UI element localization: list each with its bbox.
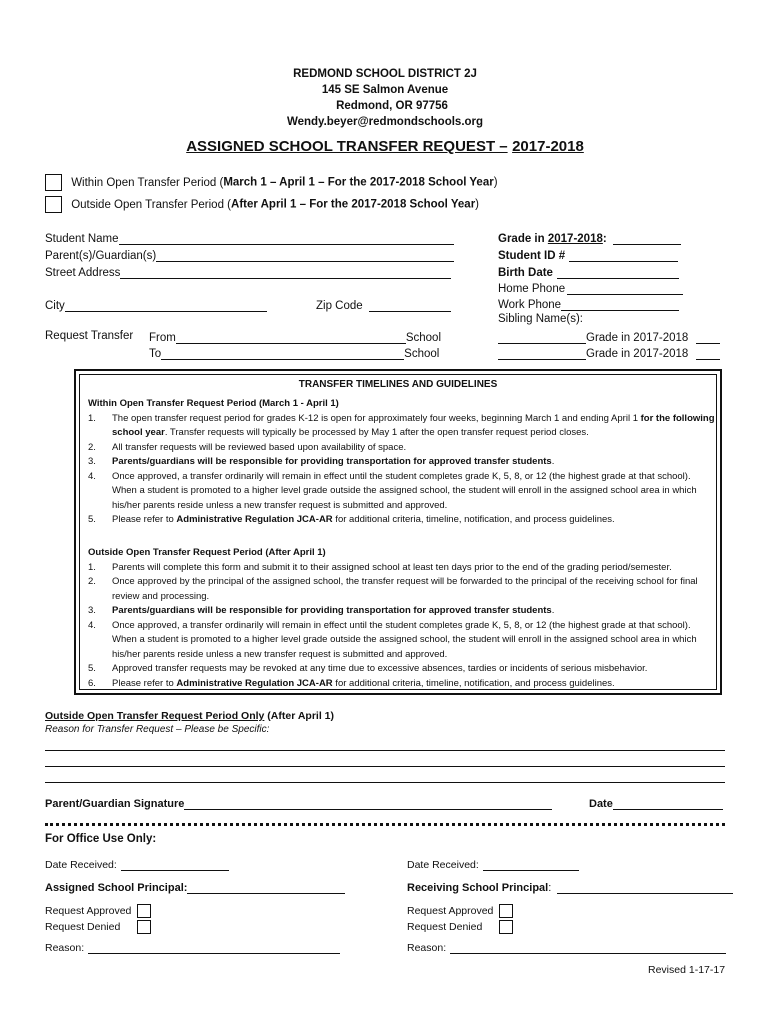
sibling-2-name-field[interactable]: [498, 346, 586, 360]
district-street: 145 SE Salmon Avenue: [321, 84, 449, 96]
home-phone-label: Home Phone: [498, 283, 566, 295]
student-name-label: Student Name: [45, 233, 119, 245]
parents-field[interactable]: [156, 248, 454, 262]
grade-row: [498, 231, 681, 245]
sibling-2-grade-field[interactable]: [696, 346, 720, 360]
item-bold: Parents/guardians will be responsible for providing transportation for approved transfer students: [112, 456, 552, 467]
city-row: [45, 298, 267, 312]
parents-label: Parent(s)/Guardian(s): [45, 250, 157, 262]
within-section: [88, 397, 716, 528]
grade-label: Grade in: [498, 233, 548, 245]
zip-field[interactable]: [369, 298, 451, 312]
within-item: [88, 441, 716, 456]
item-rest: for additional criteria, timeline, notification, and process guidelines.: [332, 514, 615, 525]
item-rest: .: [551, 605, 555, 616]
item-rest: . Transfer requests will typically be processed by May 1 after the open transfer request period closes.: [164, 427, 589, 438]
item-number: 3.: [88, 605, 96, 616]
form-title: [0, 138, 770, 156]
office-heading: For Office Use Only:: [45, 833, 157, 845]
receiving-denied-label: Request Denied: [407, 920, 483, 933]
item-number: 1.: [88, 412, 96, 424]
item-text: Parents will complete this form and submit it to their assigned school at least ten days prior to the end of the grading period/semester.: [112, 561, 672, 573]
within-period-checkbox[interactable]: [45, 174, 62, 191]
city-field[interactable]: [65, 298, 267, 312]
option-outside-period: [45, 196, 479, 213]
sibling-label: Sibling Name(s):: [498, 313, 583, 325]
title-year: 2017-2018: [512, 138, 584, 155]
outside-section: [88, 546, 716, 691]
item-text: Once approved, a transfer ordinarily will remain in effect until the student completes grade K, 5, 8, or 12 (the highest grade at that school). When a student is promoted to a higher level grade outside the assigned school, the student will enroll in the assigned school area in which his/her parents reside unless a new transfer request is submitted and approved.: [112, 470, 697, 511]
city-label: City: [45, 300, 65, 312]
outside-item: [88, 619, 716, 663]
item-text: All transfer requests will be reviewed based upon availability of space.: [112, 441, 407, 453]
guidelines-heading: TRANSFER TIMELINES AND GUIDELINES: [298, 379, 498, 390]
receiving-denied-checkbox[interactable]: [499, 920, 513, 934]
assigned-denied-label: Request Denied: [45, 920, 121, 933]
outside-item: [88, 604, 716, 619]
sibling-1-name-field[interactable]: [498, 330, 586, 344]
signature-row: [45, 797, 552, 810]
header-block: [0, 66, 770, 130]
date-received-right-label: Date Received:: [407, 859, 479, 871]
within-list: [88, 412, 716, 528]
sibling-row-2: [498, 346, 720, 360]
work-phone-field[interactable]: [561, 297, 679, 311]
item-number: 3.: [88, 456, 96, 467]
assigned-approved-checkbox[interactable]: [137, 904, 151, 918]
sibling-row-1: [498, 330, 720, 344]
outside-period-checkbox[interactable]: [45, 196, 62, 213]
receiving-approved-label: Request Approved: [407, 904, 494, 917]
assigned-principal-field[interactable]: [187, 881, 345, 894]
item-number: 2.: [88, 441, 96, 453]
home-phone-field[interactable]: [567, 281, 683, 295]
from-school-label: School: [405, 332, 442, 344]
sibling-2-grade-label: Grade in 2017-2018: [586, 348, 689, 360]
from-label: From: [149, 332, 176, 344]
zip-row: [316, 298, 451, 312]
street-row: [45, 265, 451, 279]
assigned-reason-label: Reason:: [45, 942, 85, 954]
within-period-prefix: Within Open Transfer Period (: [71, 176, 224, 189]
within-period-bold: March 1 – April 1 – For the 2017-2018 School Year: [223, 176, 494, 189]
assigned-reason-row: [45, 941, 340, 954]
receiving-reason-label: Reason:: [407, 942, 447, 954]
assigned-principal-label: Assigned School Principal:: [45, 882, 188, 894]
receiving-reason-field[interactable]: [450, 941, 726, 954]
grade-field[interactable]: [613, 231, 681, 245]
signature-label: Parent/Guardian Signature: [45, 798, 185, 810]
item-bold: Administrative Regulation JCA-AR: [176, 514, 333, 525]
request-transfer-label: Request Transfer: [45, 330, 134, 342]
assigned-denied-checkbox[interactable]: [137, 920, 151, 934]
within-period-suffix: ): [493, 176, 498, 189]
option-within-period: [45, 174, 498, 191]
receiving-reason-row: [407, 941, 726, 954]
district-city: Redmond, OR 97756: [336, 100, 448, 112]
outside-period-suffix: ): [475, 198, 480, 211]
item-bold: Administrative Regulation JCA-AR: [176, 677, 333, 689]
student-id-field[interactable]: [569, 248, 678, 262]
guidelines-box: [74, 369, 722, 695]
assigned-approved-label: Request Approved: [45, 904, 132, 917]
assigned-principal-row: [45, 881, 345, 894]
assigned-denied-row: [45, 920, 151, 934]
item-number: 2.: [88, 576, 96, 587]
work-phone-label: Work Phone: [498, 299, 562, 311]
item-number: 4.: [88, 619, 96, 631]
item-bold: for the following school year: [112, 412, 715, 438]
receiving-principal-field[interactable]: [557, 881, 733, 894]
reason-line-3[interactable]: [45, 782, 725, 783]
sibling-1-grade-label: Grade in 2017-2018: [586, 332, 689, 344]
grade-year: 2017-2018: [547, 233, 603, 245]
to-row: [149, 346, 439, 360]
outside-only-heading: Outside Open Transfer Request Period Only: [45, 710, 265, 722]
item-text: Once approved by the principal of the assigned school, the transfer request will be forwarded to the principal of the receiving school for final review and processing.: [112, 576, 698, 602]
to-school-label: School: [404, 348, 440, 360]
reason-prompt: Reason for Transfer Request – Please be Specific:: [45, 724, 270, 735]
outside-item: [88, 662, 716, 677]
street-field[interactable]: [120, 265, 451, 279]
within-item: [88, 412, 716, 441]
outside-item: [88, 677, 716, 692]
outside-item: [88, 561, 716, 576]
item-rest: for additional criteria, timeline, notification, and process guidelines.: [332, 677, 615, 689]
outside-heading: Outside Open Transfer Request Period (After April 1): [88, 547, 326, 558]
signature-field[interactable]: [184, 797, 552, 810]
outside-period-prefix: Outside Open Transfer Period (: [71, 198, 232, 211]
sibling-1-grade-field[interactable]: [696, 330, 720, 344]
assigned-approved-row: [45, 904, 151, 918]
student-name-field[interactable]: [119, 231, 454, 245]
student-id-label: Student ID #: [498, 250, 566, 262]
from-school-field[interactable]: [176, 330, 406, 344]
date-received-left-field[interactable]: [121, 858, 229, 871]
item-text: Once approved, a transfer ordinarily will remain in effect until the student completes grade K, 5, 8, or 12 (the highest grade at that school). When a student is promoted to a higher level grade outside the assigned school, the student will enroll in the assigned school area in which his/her parents reside unless a new transfer request is submitted and approved.: [112, 619, 697, 660]
from-row: [149, 330, 441, 344]
title-text: ASSIGNED SCHOOL TRANSFER REQUEST –: [186, 138, 508, 155]
birth-date-label: Birth Date: [498, 267, 553, 279]
signature-date-label: Date: [589, 798, 613, 810]
student-id-row: [498, 248, 678, 262]
to-label: To: [149, 348, 162, 360]
birth-date-row: [498, 265, 679, 279]
item-rest: .: [551, 456, 555, 467]
receiving-approved-row: [407, 904, 513, 918]
reason-line-2[interactable]: [45, 766, 725, 767]
outside-item: [88, 575, 716, 604]
item-text: Approved transfer requests may be revoked at any time due to excessive absences, tardies or incidents of serious misbehavior.: [112, 663, 648, 674]
within-item: [88, 513, 716, 528]
office-divider: [45, 823, 725, 826]
item-text: Please refer to: [112, 514, 177, 525]
date-received-left-label: Date Received:: [45, 859, 117, 871]
birth-date-field[interactable]: [557, 265, 679, 279]
office-date-received-right: [407, 858, 579, 871]
grade-colon: :: [602, 233, 607, 245]
item-number: 4.: [88, 470, 96, 482]
revised-note: Revised 1-17-17: [648, 964, 726, 976]
receiving-approved-checkbox[interactable]: [499, 904, 513, 918]
item-number: 1.: [88, 561, 96, 573]
item-number: 5.: [88, 514, 96, 525]
date-received-right-field[interactable]: [483, 858, 579, 871]
item-number: 5.: [88, 663, 96, 674]
within-item: [88, 470, 716, 514]
item-bold: Parents/guardians will be responsible for providing transportation for approved transfer students: [112, 605, 552, 616]
zip-label: Zip Code: [316, 300, 363, 312]
within-item: [88, 455, 716, 470]
item-text: The open transfer request period for grades K-12 is open for approximately four weeks, beginning March 1 and ending April 1: [112, 412, 641, 424]
receiving-principal-row: [407, 881, 733, 894]
within-heading: Within Open Transfer Request Period (March 1 - April 1): [88, 398, 339, 409]
outside-only-heading-row: [45, 710, 334, 722]
to-school-field[interactable]: [161, 346, 404, 360]
outside-only-suffix: (After April 1): [264, 710, 335, 722]
district-name: REDMOND SCHOOL DISTRICT 2J: [293, 68, 477, 80]
assigned-reason-field[interactable]: [88, 941, 340, 954]
outside-period-bold: After April 1 – For the 2017-2018 School Year: [231, 198, 476, 211]
street-label: Street Address: [45, 267, 121, 279]
outside-list: [88, 561, 716, 692]
receiving-denied-row: [407, 920, 513, 934]
district-email: Wendy.beyer@redmondschools.org: [286, 116, 484, 128]
item-text: Please refer to: [112, 677, 177, 689]
receiving-principal-label: Receiving School Principal: [407, 882, 549, 894]
parents-row: [45, 248, 454, 262]
item-number: 6.: [88, 677, 96, 689]
work-phone-row: [498, 297, 679, 311]
receiving-principal-colon: :: [548, 882, 552, 894]
office-date-received-left: [45, 858, 229, 871]
student-name-row: [45, 231, 454, 245]
reason-line-1[interactable]: [45, 750, 725, 751]
home-phone-row: [498, 281, 683, 295]
signature-date-field[interactable]: [613, 797, 723, 810]
signature-date-row: [589, 797, 723, 810]
